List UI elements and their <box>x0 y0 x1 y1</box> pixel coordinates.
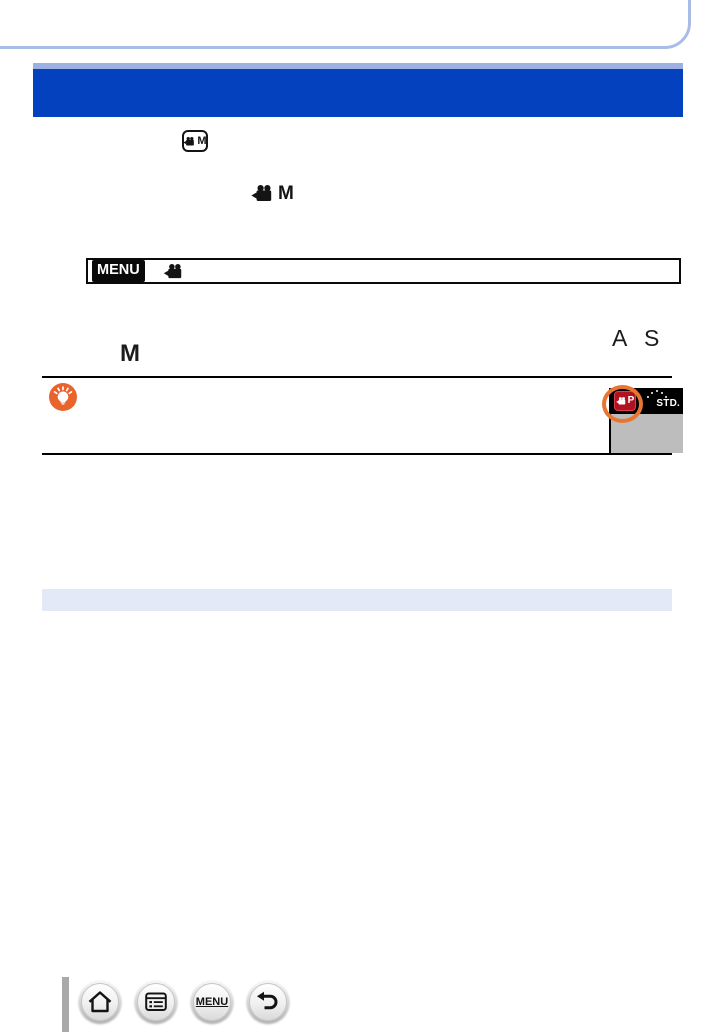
contents-button[interactable] <box>135 981 177 1023</box>
mode-letter-manual: M <box>120 340 140 367</box>
tip-row-top-rule <box>42 376 672 378</box>
tip-row-bottom-rule <box>42 453 672 455</box>
mode-badge-letter: M <box>197 134 207 147</box>
creative-video-mode-badge <box>182 130 208 152</box>
mode-letter-shutter: S <box>644 325 660 351</box>
home-button[interactable] <box>79 981 121 1023</box>
movie-camera-icon <box>251 185 275 202</box>
tip-lightbulb-icon <box>49 383 77 411</box>
section-heading-bar <box>42 589 672 611</box>
movie-camera-icon <box>183 137 196 146</box>
highlight-circle <box>602 385 643 423</box>
menu-path-box <box>86 258 681 284</box>
creative-video-mode-icon <box>251 184 294 203</box>
mode-letter-aperture: A <box>612 325 628 351</box>
motion-picture-menu-icon <box>163 264 185 279</box>
photo-style-label: STD. <box>656 398 680 409</box>
footer-rail <box>62 977 69 1032</box>
menu-button[interactable] <box>191 981 233 1023</box>
photo-style-standard-icon <box>645 390 681 412</box>
back-button[interactable] <box>247 981 289 1023</box>
page-tab-border <box>0 0 691 49</box>
menu-text-icon: MENU <box>195 995 229 1008</box>
menu-badge: MENU <box>92 260 145 282</box>
home-icon <box>87 989 113 1015</box>
mode-icon-letter: M <box>278 183 294 204</box>
contents-list-icon <box>143 989 169 1015</box>
lcd-mode-letter: P <box>627 395 635 406</box>
back-arrow-icon <box>255 989 281 1015</box>
chapter-header-bar <box>33 69 683 117</box>
